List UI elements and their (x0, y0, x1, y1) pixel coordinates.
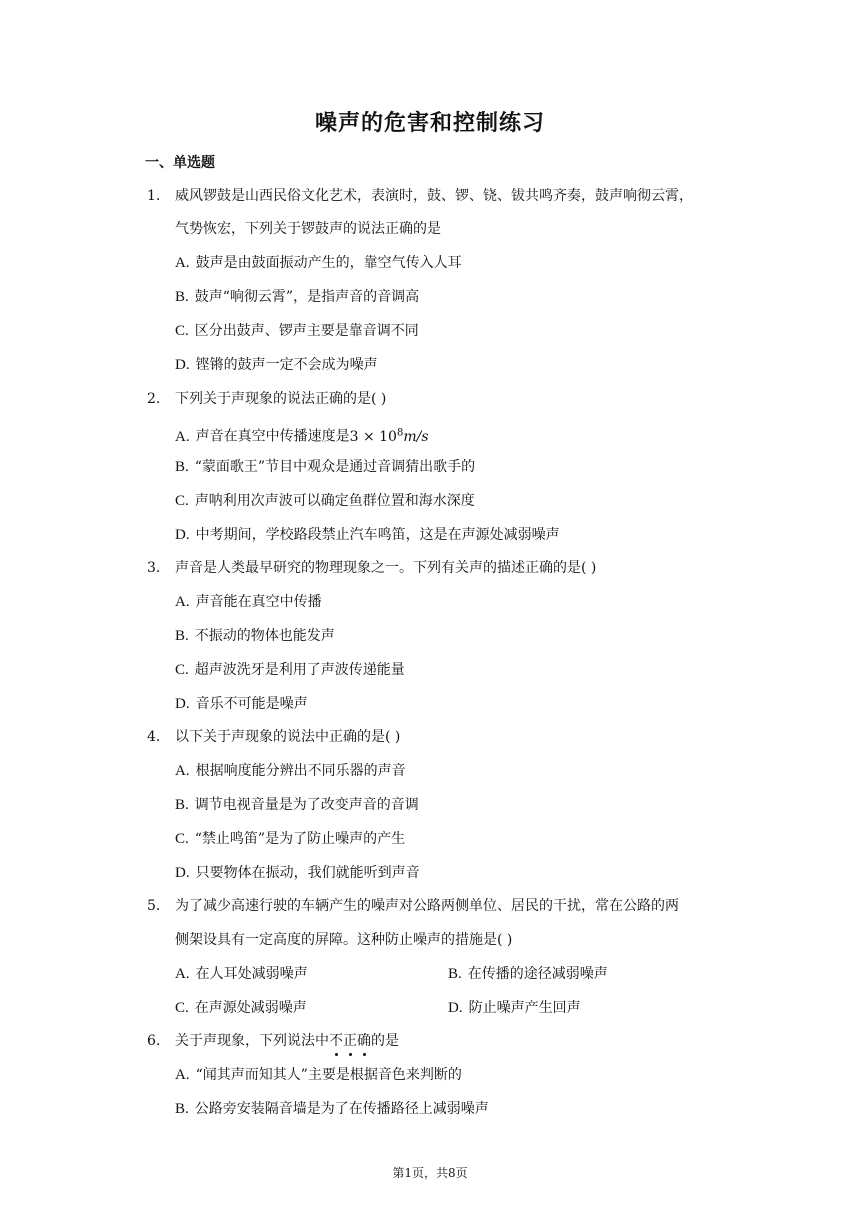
option-c (175, 660, 405, 680)
option-text: 鼓声“响彻云霄”，是指声音的音调高 (194, 289, 420, 305)
question-text: 威风锣鼓是山西民俗文化艺术，表演时，鼓、锣、铙、钹共鸣齐奏，鼓声响彻云霄， (175, 188, 693, 204)
option-letter: B. (175, 797, 189, 813)
option-text: “蒙面歌王”节目中观众是通过音调猜出歌手的 (194, 459, 476, 475)
option-d (175, 355, 378, 375)
option-letter: C. (175, 662, 189, 678)
option-a (175, 423, 429, 447)
question-text: 以下关于声现象的说法中正确的是( ) (175, 729, 401, 745)
option-letter: A. (175, 428, 190, 445)
question-number: 6. (147, 1033, 161, 1049)
page-footer: 第1页，共8页 (392, 1166, 468, 1180)
option-letter: C. (175, 831, 189, 847)
option-c (175, 321, 419, 341)
option-a (175, 253, 462, 273)
option-text: 不振动的物体也能发声 (194, 628, 335, 644)
question-text: 侧架设具有一定高度的屏障。这种防止噪声的措施是( ) (175, 932, 513, 948)
option-letter: C. (175, 493, 189, 509)
option-d (175, 525, 560, 545)
question-number: 4. (147, 729, 161, 745)
option-d (175, 694, 308, 714)
option-letter: B. (175, 289, 189, 305)
question-text-pre: 关于声现象，下列说法中 (175, 1033, 329, 1049)
emphasis-char: 不 (329, 1033, 343, 1049)
option-b (175, 1099, 489, 1119)
option-text: 调节电视音量是为了改变声音的音调 (194, 797, 419, 813)
option-letter: D. (175, 357, 190, 373)
question-number: 2. (147, 391, 161, 407)
option-text: 铿锵的鼓声一定不会成为噪声 (195, 357, 378, 373)
option-letter: D. (175, 696, 190, 712)
option-letter: B. (175, 1101, 189, 1117)
option-b (448, 964, 608, 984)
option-text: 在传播的途径减弱噪声 (467, 966, 608, 982)
option-text: 根据响度能分辨出不同乐器的声音 (195, 763, 406, 779)
option-letter: A. (175, 594, 190, 610)
option-text: 在人耳处减弱噪声 (195, 966, 308, 982)
option-text: 超声波洗牙是利用了声波传递能量 (194, 662, 405, 678)
option-c (175, 491, 475, 511)
option-text: 防止噪声产生回声 (468, 1000, 581, 1016)
question-text-post: 的是 (371, 1033, 399, 1049)
option-letter: B. (448, 966, 462, 982)
emphasis-char: 确 (357, 1033, 371, 1049)
option-a (175, 1065, 462, 1085)
option-text: “禁止鸣笛”是为了防止噪声的产生 (194, 831, 406, 847)
option-letter: D. (175, 527, 190, 543)
question-text (175, 1031, 399, 1051)
option-letter: D. (448, 1000, 463, 1016)
option-text: 声呐利用次声波可以确定鱼群位置和海水深度 (194, 493, 475, 509)
option-c (175, 829, 405, 849)
question-number: 5. (147, 898, 161, 914)
option-letter: A. (175, 966, 190, 982)
option-text: 公路旁安装隔音墙是为了在传播路径上减弱噪声 (194, 1101, 489, 1117)
emphasis-dot (349, 1053, 352, 1056)
option-b (175, 795, 419, 815)
option-letter: A. (175, 1067, 190, 1083)
option-letter: A. (175, 763, 190, 779)
option-a (175, 964, 308, 984)
option-c (175, 998, 307, 1018)
option-letter: B. (175, 628, 189, 644)
option-text: “闻其声而知其人”主要是根据音色来判断的 (195, 1067, 462, 1083)
option-b (175, 457, 475, 477)
section-heading: 一、单选题 (145, 155, 215, 171)
question-number: 3. (147, 560, 161, 576)
page-title: 噪声的危害和控制练习 (314, 111, 545, 136)
math-expression (350, 429, 429, 445)
option-text: 中考期间，学校路段禁止汽车鸣笛，这是在声源处减弱噪声 (195, 527, 560, 543)
question-number: 1. (147, 188, 161, 204)
option-letter: A. (175, 255, 190, 271)
math-exponent: 8 (396, 427, 404, 438)
option-letter: B. (175, 459, 189, 475)
emphasis-dot (335, 1053, 338, 1056)
option-text: 声音在真空中传播速度是 (195, 428, 350, 445)
option-b (175, 287, 419, 307)
option-letter: C. (175, 1000, 189, 1016)
option-letter: D. (175, 865, 190, 881)
math-unit: m/s (403, 428, 429, 445)
option-text: 在声源处减弱噪声 (194, 1000, 307, 1016)
option-text: 声音能在真空中传播 (195, 594, 322, 610)
math-base: 3 × 10 (349, 428, 397, 445)
option-d (448, 998, 581, 1018)
option-text: 鼓声是由鼓面振动产生的，靠空气传入人耳 (195, 255, 462, 271)
option-a (175, 592, 322, 612)
option-letter: C. (175, 323, 189, 339)
option-text: 区分出鼓声、锣声主要是靠音调不同 (194, 323, 419, 339)
emphasis-dot (363, 1053, 366, 1056)
question-text: 声音是人类最早研究的物理现象之一。下列有关声的描述正确的是( ) (175, 560, 597, 576)
question-text: 气势恢宏，下列关于锣鼓声的说法正确的是 (175, 221, 441, 237)
option-text: 音乐不可能是噪声 (195, 696, 308, 712)
option-a (175, 761, 406, 781)
question-text: 为了减少高速行驶的车辆产生的噪声对公路两侧单位、居民的干扰，常在公路的两 (175, 898, 679, 914)
question-text: 下列关于声现象的说法正确的是( ) (175, 391, 387, 407)
emphasis-char: 正 (343, 1033, 357, 1049)
option-b (175, 626, 335, 646)
option-text: 只要物体在振动，我们就能听到声音 (195, 865, 420, 881)
option-d (175, 863, 420, 883)
